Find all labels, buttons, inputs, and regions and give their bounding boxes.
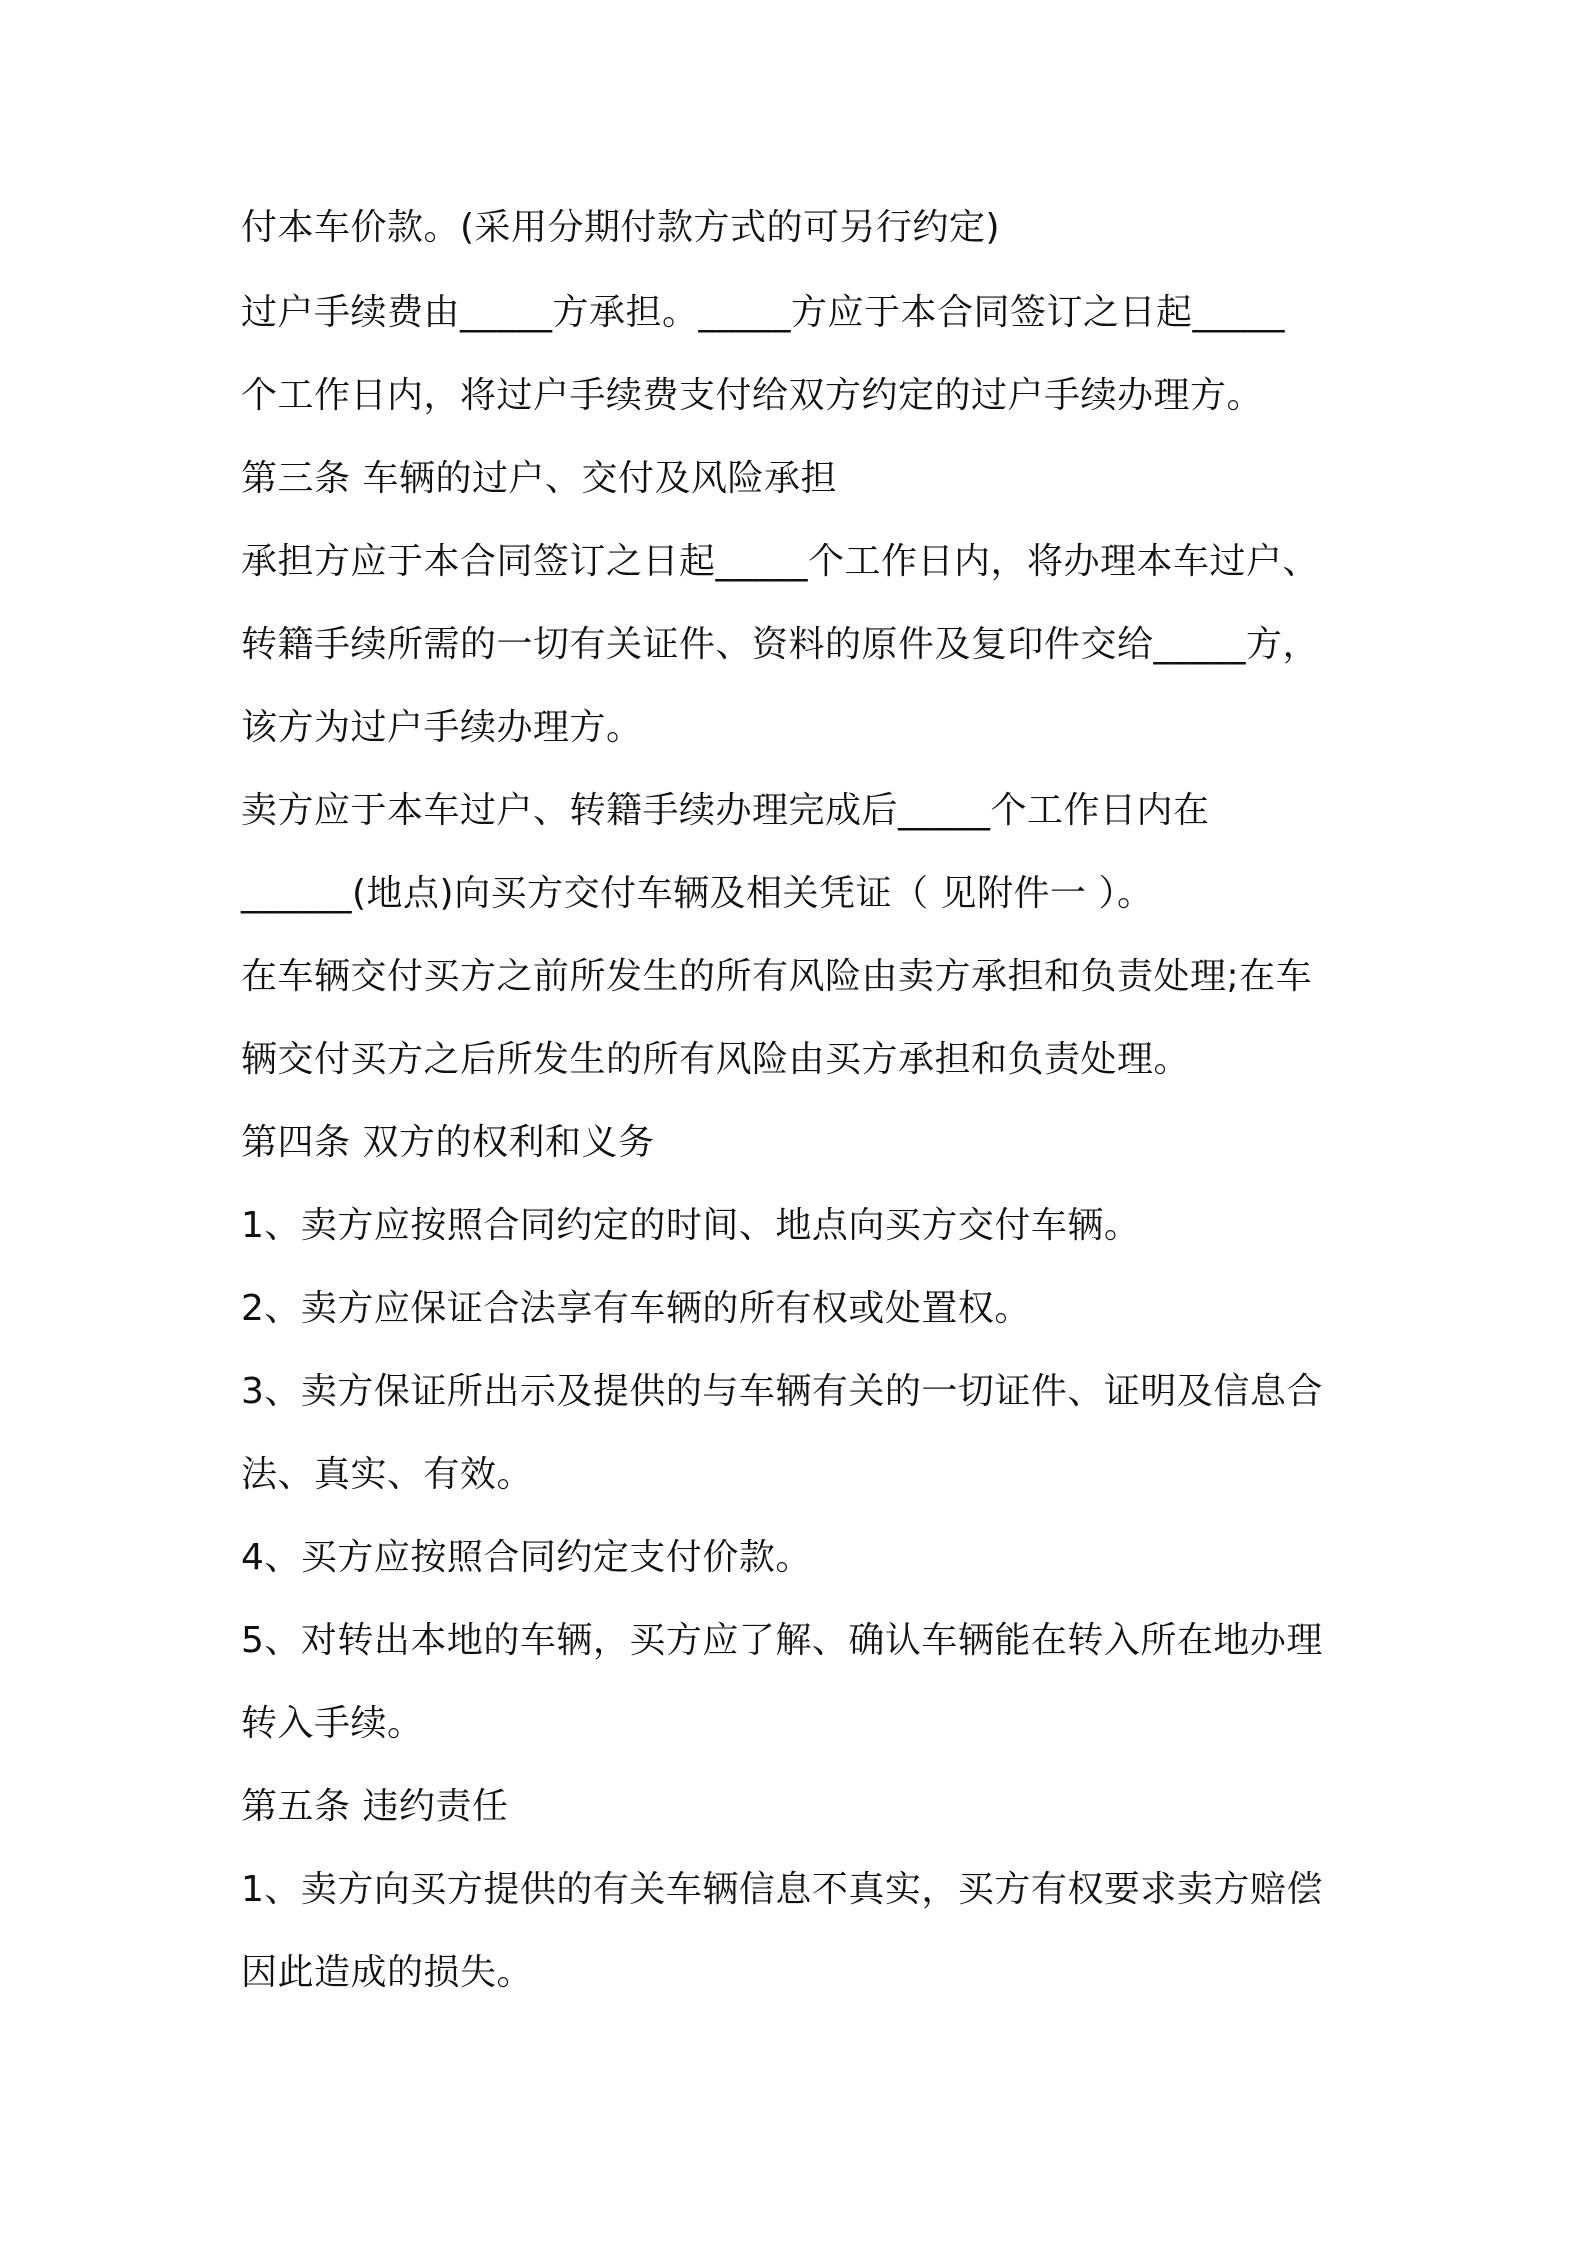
text-line: 承担方应于本合同签订之日起_____个工作日内，将办理本车过户、: [241, 541, 1320, 582]
text-line: 过户手续费由_____方承担。_____方应于本合同签订之日起_____: [241, 292, 1286, 333]
section-heading: 第五条 违约责任: [241, 1786, 509, 1827]
text-line: 个工作日内，将过户手续费支付给双方约定的过户手续办理方。: [241, 375, 1264, 416]
text-line: 转入手续。: [241, 1703, 424, 1744]
text-line: 在车辆交付买方之前所发生的所有风险由卖方承担和负责处理;在车: [241, 956, 1313, 997]
list-item: 3、卖方保证所出示及提供的与车辆有关的一切证件、证明及信息合: [241, 1371, 1323, 1412]
section-heading: 第三条 车辆的过户、交付及风险承担: [241, 458, 837, 499]
text-line: ______(地点)向买方交付车辆及相关凭证（ 见附件一 ）。: [241, 873, 1154, 914]
text-line: 法、真实、有效。: [241, 1454, 534, 1495]
list-item: 1、卖方向买方提供的有关车辆信息不真实，买方有权要求卖方赔偿: [241, 1869, 1323, 1910]
text-line: 转籍手续所需的一切有关证件、资料的原件及复印件交给_____方，: [241, 624, 1320, 665]
list-item: 4、买方应按照合同约定支付价款。: [241, 1537, 812, 1578]
text-line: 卖方应于本车过户、转籍手续办理完成后_____个工作日内在: [241, 790, 1210, 831]
text-line: 辆交付买方之后所发生的所有风险由买方承担和负责处理。: [241, 1039, 1191, 1080]
list-item: 1、卖方应按照合同约定的时间、地点向买方交付车辆。: [241, 1205, 1141, 1246]
text-line: 因此造成的损失。: [241, 1952, 534, 1993]
section-heading: 第四条 双方的权利和义务: [241, 1122, 655, 1163]
list-item: 5、对转出本地的车辆，买方应了解、确认车辆能在转入所在地办理: [241, 1620, 1323, 1661]
list-item: 2、卖方应保证合法享有车辆的所有权或处置权。: [241, 1288, 1031, 1329]
text-line: 付本车价款。(采用分期付款方式的可另行约定): [241, 207, 1001, 248]
text-line: 该方为过户手续办理方。: [241, 707, 643, 748]
